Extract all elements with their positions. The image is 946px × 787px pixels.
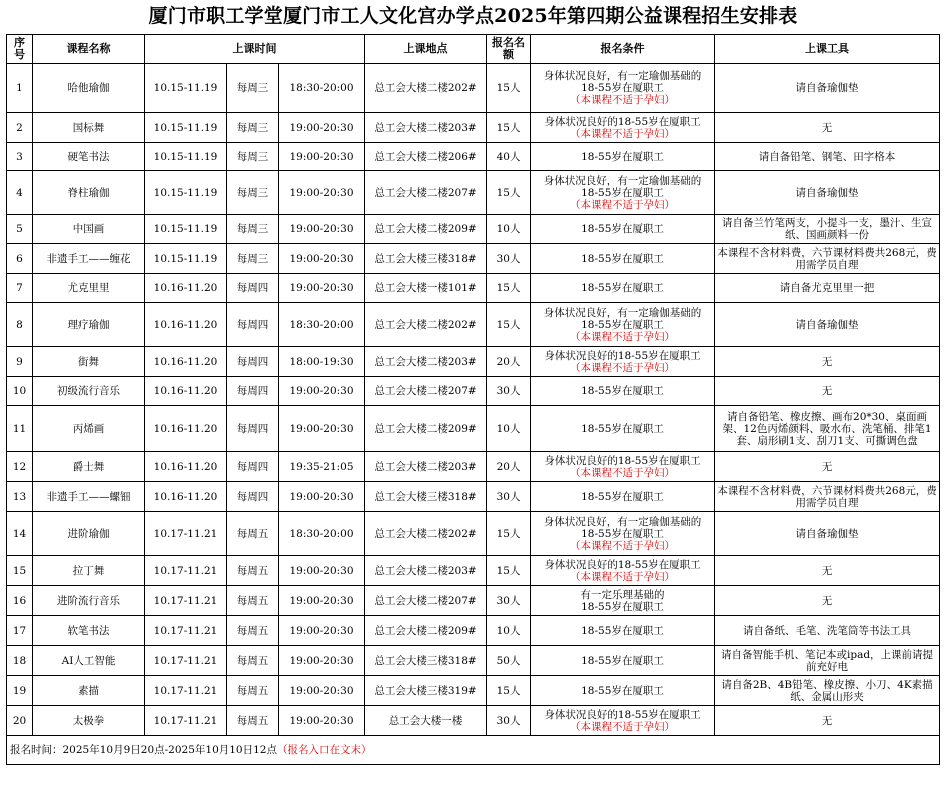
course-dates: 10.16-11.20 (145, 377, 227, 406)
required-tools: 本课程不含材料费，六节课材料费共268元，费用需学员自理 (715, 482, 940, 512)
course-location: 总工会大楼三楼318# (365, 244, 487, 274)
row-number: 14 (7, 512, 33, 556)
course-quota: 10人 (487, 406, 531, 452)
course-dates: 10.16-11.20 (145, 482, 227, 512)
course-weekday: 每周五 (227, 706, 279, 736)
course-weekday: 每周三 (227, 244, 279, 274)
registration-conditions (531, 244, 715, 274)
required-tools: 请自备智能手机、笔记本或ipad，上课前请提前充好电 (715, 646, 940, 676)
course-hours: 19:00-20:30 (279, 616, 365, 646)
course-name: 素描 (33, 676, 145, 706)
course-name: 脊柱瑜伽 (33, 171, 145, 215)
condition-line: 18-55岁在厦职工 (581, 527, 664, 540)
course-dates: 10.16-11.20 (145, 274, 227, 303)
course-location: 总工会大楼二楼202# (365, 64, 487, 113)
registration-conditions (531, 113, 715, 143)
course-location: 总工会大楼二楼209# (365, 616, 487, 646)
course-location: 总工会大楼二楼202# (365, 512, 487, 556)
course-name: 丙烯画 (33, 406, 145, 452)
course-dates: 10.17-11.21 (145, 586, 227, 616)
course-hours: 19:00-20:30 (279, 556, 365, 586)
course-dates: 10.17-11.21 (145, 512, 227, 556)
course-location: 总工会大楼一楼101# (365, 274, 487, 303)
course-name: 爵士舞 (33, 452, 145, 482)
course-name: 进阶流行音乐 (33, 586, 145, 616)
course-hours: 18:30-20:00 (279, 303, 365, 347)
header-time: 上课时间 (145, 35, 365, 64)
course-weekday: 每周四 (227, 274, 279, 303)
header-conditions: 报名条件 (531, 35, 715, 64)
course-dates: 10.16-11.20 (145, 347, 227, 377)
table-row (7, 406, 940, 452)
required-tools: 请自备瑜伽垫 (715, 512, 940, 556)
registration-conditions (531, 452, 715, 482)
course-weekday: 每周五 (227, 556, 279, 586)
required-tools: 本课程不含材料费，六节课材料费共268元，费用需学员自理 (715, 244, 940, 274)
table-row (7, 377, 940, 406)
course-name: 硬笔书法 (33, 143, 145, 171)
course-quota: 15人 (487, 512, 531, 556)
registration-time: 报名时间：2025年10月9日20点-2025年10月10日12点 (10, 744, 277, 756)
condition-line: 18-55岁在厦职工 (581, 223, 664, 235)
header-place: 上课地点 (365, 35, 487, 64)
table-row (7, 482, 940, 512)
required-tools: 请自备瑜伽垫 (715, 303, 940, 347)
course-location: 总工会大楼一楼 (365, 706, 487, 736)
course-hours: 19:35-21:05 (279, 452, 365, 482)
registration-conditions (531, 274, 715, 303)
course-quota: 15人 (487, 274, 531, 303)
course-name: 初级流行音乐 (33, 377, 145, 406)
required-tools: 无 (715, 113, 940, 143)
condition-line: 18-55岁在厦职工 (581, 385, 664, 397)
course-name: 尤克里里 (33, 274, 145, 303)
course-name: 非遗手工——缠花 (33, 244, 145, 274)
header-course: 课程名称 (33, 35, 145, 64)
required-tools: 无 (715, 377, 940, 406)
course-weekday: 每周四 (227, 377, 279, 406)
course-hours: 19:00-20:30 (279, 113, 365, 143)
pregnancy-note: （本课程不适于孕妇） (570, 127, 676, 140)
registration-conditions (531, 616, 715, 646)
course-table (6, 34, 940, 765)
table-row (7, 676, 940, 706)
row-number: 16 (7, 586, 33, 616)
condition-line: 18-55岁在厦职工 (581, 654, 664, 667)
required-tools: 请自备2B、4B铅笔、橡皮擦、小刀、4K素描纸、金属山形夹 (715, 676, 940, 706)
course-dates: 10.15-11.19 (145, 244, 227, 274)
required-tools: 无 (715, 452, 940, 482)
course-quota: 15人 (487, 171, 531, 215)
table-row (7, 244, 940, 274)
course-hours: 18:30-20:00 (279, 512, 365, 556)
course-quota: 30人 (487, 586, 531, 616)
row-number: 17 (7, 616, 33, 646)
course-name: 软笔书法 (33, 616, 145, 646)
table-row (7, 143, 940, 171)
course-name: 街舞 (33, 347, 145, 377)
footer-row (7, 736, 940, 765)
pregnancy-note: （本课程不适于孕妇） (570, 330, 676, 343)
header-no: 序号 (7, 35, 33, 64)
required-tools: 请自备兰竹笔两支，小提斗一支，墨汁、生宣纸、国画颜料一份 (715, 215, 940, 244)
condition-line: 18-55岁在厦职工 (581, 318, 664, 331)
course-weekday: 每周四 (227, 406, 279, 452)
condition-line: 身体状况良好的18-55岁在厦职工 (544, 349, 701, 362)
course-hours: 19:00-20:30 (279, 244, 365, 274)
condition-line: 18-55岁在厦职工 (581, 282, 664, 294)
course-quota: 15人 (487, 64, 531, 113)
course-hours: 19:00-20:30 (279, 406, 365, 452)
course-dates: 10.15-11.19 (145, 215, 227, 244)
pregnancy-note: （本课程不适于孕妇） (570, 466, 676, 479)
registration-conditions (531, 512, 715, 556)
course-dates: 10.17-11.21 (145, 676, 227, 706)
course-hours: 19:00-20:30 (279, 676, 365, 706)
row-number: 11 (7, 406, 33, 452)
course-location: 总工会大楼三楼319# (365, 676, 487, 706)
course-quota: 15人 (487, 303, 531, 347)
course-hours: 19:00-20:30 (279, 706, 365, 736)
registration-conditions (531, 303, 715, 347)
row-number: 18 (7, 646, 33, 676)
course-location: 总工会大楼三楼318# (365, 646, 487, 676)
pregnancy-note: （本课程不适于孕妇） (570, 94, 676, 106)
registration-conditions (531, 143, 715, 171)
course-weekday: 每周五 (227, 512, 279, 556)
course-location: 总工会大楼三楼318# (365, 482, 487, 512)
required-tools: 无 (715, 586, 940, 616)
registration-conditions (531, 586, 715, 616)
registration-conditions (531, 64, 715, 113)
course-quota: 10人 (487, 215, 531, 244)
condition-line: 18-55岁在厦职工 (581, 252, 664, 265)
table-row (7, 706, 940, 736)
course-hours: 19:00-20:30 (279, 143, 365, 171)
row-number: 20 (7, 706, 33, 736)
course-quota: 30人 (487, 244, 531, 274)
condition-line: 18-55岁在厦职工 (581, 624, 664, 637)
course-weekday: 每周五 (227, 586, 279, 616)
required-tools: 请自备铅笔、橡皮擦、画布20*30、桌面画架、12色丙烯颜料、吸水布、洗笔桶、排笔1套、扇形刷1支、刮刀1支、可撕调色盘 (715, 406, 940, 452)
condition-line: 身体状况良好的18-55岁在厦职工 (544, 708, 701, 721)
course-name: AI人工智能 (33, 646, 145, 676)
course-quota: 15人 (487, 676, 531, 706)
row-number: 15 (7, 556, 33, 586)
course-quota: 40人 (487, 143, 531, 171)
table-row (7, 215, 940, 244)
course-weekday: 每周三 (227, 143, 279, 171)
table-row (7, 64, 940, 113)
row-number: 1 (7, 64, 33, 113)
course-location: 总工会大楼二楼206# (365, 143, 487, 171)
condition-line: 身体状况良好的18-55岁在厦职工 (544, 454, 701, 467)
table-row (7, 646, 940, 676)
course-name: 拉丁舞 (33, 556, 145, 586)
course-name: 理疗瑜伽 (33, 303, 145, 347)
table-row (7, 586, 940, 616)
course-name: 进阶瑜伽 (33, 512, 145, 556)
row-number: 13 (7, 482, 33, 512)
registration-conditions (531, 215, 715, 244)
table-row (7, 274, 940, 303)
table-row (7, 452, 940, 482)
condition-line: 有一定乐理基础的 (580, 588, 665, 601)
course-quota: 30人 (487, 482, 531, 512)
header-tools: 上课工具 (715, 35, 940, 64)
required-tools: 请自备尤克里里一把 (715, 274, 940, 303)
course-weekday: 每周四 (227, 482, 279, 512)
course-dates: 10.15-11.19 (145, 143, 227, 171)
course-dates: 10.17-11.21 (145, 646, 227, 676)
course-location: 总工会大楼二楼203# (365, 347, 487, 377)
course-hours: 19:00-20:30 (279, 482, 365, 512)
course-quota: 20人 (487, 347, 531, 377)
course-weekday: 每周三 (227, 113, 279, 143)
course-dates: 10.15-11.19 (145, 64, 227, 113)
pregnancy-note: （本课程不适于孕妇） (570, 570, 676, 583)
condition-line: 身体状况良好，有一定瑜伽基础的 (543, 515, 702, 528)
row-number: 5 (7, 215, 33, 244)
condition-line: 身体状况良好，有一定瑜伽基础的 (543, 70, 702, 82)
course-location: 总工会大楼二楼209# (365, 215, 487, 244)
course-location: 总工会大楼二楼203# (365, 113, 487, 143)
condition-line: 身体状况良好，有一定瑜伽基础的 (543, 174, 702, 187)
course-weekday: 每周四 (227, 347, 279, 377)
required-tools: 请自备瑜伽垫 (715, 171, 940, 215)
row-number: 2 (7, 113, 33, 143)
course-weekday: 每周五 (227, 676, 279, 706)
table-row (7, 556, 940, 586)
pregnancy-note: （本课程不适于孕妇） (570, 361, 676, 374)
header-row (7, 35, 940, 64)
row-number: 6 (7, 244, 33, 274)
required-tools: 无 (715, 347, 940, 377)
course-weekday: 每周三 (227, 171, 279, 215)
course-dates: 10.17-11.21 (145, 616, 227, 646)
table-row (7, 616, 940, 646)
course-hours: 19:00-20:30 (279, 171, 365, 215)
table-row (7, 303, 940, 347)
pregnancy-note: （本课程不适于孕妇） (570, 720, 676, 733)
table-row (7, 171, 940, 215)
registration-conditions (531, 377, 715, 406)
course-dates: 10.16-11.20 (145, 406, 227, 452)
course-weekday: 每周五 (227, 646, 279, 676)
course-name: 中国画 (33, 215, 145, 244)
condition-line: 18-55岁在厦职工 (581, 82, 664, 94)
course-weekday: 每周四 (227, 452, 279, 482)
course-dates: 10.15-11.19 (145, 171, 227, 215)
page-title: 厦门市职工学堂厦门市工人文化宫办学点2025年第四期公益课程招生安排表 (148, 5, 798, 27)
condition-line: 身体状况良好的18-55岁在厦职工 (544, 558, 701, 571)
course-quota: 30人 (487, 377, 531, 406)
row-number: 3 (7, 143, 33, 171)
condition-line: 18-55岁在厦职工 (581, 186, 664, 199)
registration-conditions (531, 171, 715, 215)
course-location: 总工会大楼二楼203# (365, 556, 487, 586)
pregnancy-note: （本课程不适于孕妇） (570, 539, 676, 552)
condition-line: 18-55岁在厦职工 (581, 150, 664, 163)
course-quota: 50人 (487, 646, 531, 676)
header-quota: 报名名额 (487, 35, 531, 64)
row-number: 19 (7, 676, 33, 706)
registration-conditions (531, 482, 715, 512)
registration-link-note[interactable]: （报名入口在文末） (276, 744, 372, 756)
row-number: 4 (7, 171, 33, 215)
course-dates: 10.17-11.21 (145, 556, 227, 586)
course-name: 国标舞 (33, 113, 145, 143)
required-tools: 请自备纸、毛笔、洗笔筒等书法工具 (715, 616, 940, 646)
course-location: 总工会大楼二楼202# (365, 303, 487, 347)
course-quota: 10人 (487, 616, 531, 646)
course-hours: 18:30-20:00 (279, 64, 365, 113)
registration-conditions (531, 676, 715, 706)
course-hours: 19:00-20:30 (279, 586, 365, 616)
registration-conditions (531, 706, 715, 736)
row-number: 7 (7, 274, 33, 303)
row-number: 12 (7, 452, 33, 482)
course-quota: 15人 (487, 556, 531, 586)
course-name: 哈他瑜伽 (33, 64, 145, 113)
course-hours: 19:00-20:30 (279, 274, 365, 303)
course-dates: 10.16-11.20 (145, 452, 227, 482)
required-tools: 请自备铅笔、钢笔、田字格本 (715, 143, 940, 171)
course-location: 总工会大楼二楼207# (365, 377, 487, 406)
registration-conditions (531, 406, 715, 452)
course-name: 太极拳 (33, 706, 145, 736)
condition-line: 18-55岁在厦职工 (581, 490, 664, 503)
course-location: 总工会大楼二楼207# (365, 171, 487, 215)
row-number: 10 (7, 377, 33, 406)
course-weekday: 每周五 (227, 616, 279, 646)
registration-conditions (531, 347, 715, 377)
condition-line: 身体状况良好，有一定瑜伽基础的 (543, 306, 702, 319)
course-name: 非遗手工——螺钿 (33, 482, 145, 512)
course-quota: 30人 (487, 706, 531, 736)
condition-line: 18-55岁在厦职工 (581, 422, 664, 435)
course-weekday: 每周三 (227, 64, 279, 113)
course-dates: 10.15-11.19 (145, 113, 227, 143)
registration-conditions (531, 556, 715, 586)
course-location: 总工会大楼二楼203# (365, 452, 487, 482)
registration-conditions (531, 646, 715, 676)
course-location: 总工会大楼二楼207# (365, 586, 487, 616)
course-hours: 18:00-19:30 (279, 347, 365, 377)
course-hours: 19:00-20:30 (279, 646, 365, 676)
row-number: 8 (7, 303, 33, 347)
condition-line: 18-55岁在厦职工 (581, 600, 664, 613)
required-tools: 无 (715, 706, 940, 736)
required-tools: 无 (715, 556, 940, 586)
table-row (7, 113, 940, 143)
registration-info (7, 736, 940, 765)
course-dates: 10.17-11.21 (145, 706, 227, 736)
course-location: 总工会大楼二楼209# (365, 406, 487, 452)
course-hours: 19:00-20:30 (279, 215, 365, 244)
row-number: 9 (7, 347, 33, 377)
condition-line: 18-55岁在厦职工 (581, 684, 664, 697)
pregnancy-note: （本课程不适于孕妇） (570, 198, 676, 211)
table-row (7, 512, 940, 556)
course-quota: 15人 (487, 113, 531, 143)
course-dates: 10.16-11.20 (145, 303, 227, 347)
condition-line: 身体状况良好的18-55岁在厦职工 (544, 115, 701, 128)
course-quota: 20人 (487, 452, 531, 482)
course-weekday: 每周三 (227, 215, 279, 244)
course-weekday: 每周四 (227, 303, 279, 347)
course-hours: 19:00-20:30 (279, 377, 365, 406)
required-tools: 请自备瑜伽垫 (715, 64, 940, 113)
table-row (7, 347, 940, 377)
